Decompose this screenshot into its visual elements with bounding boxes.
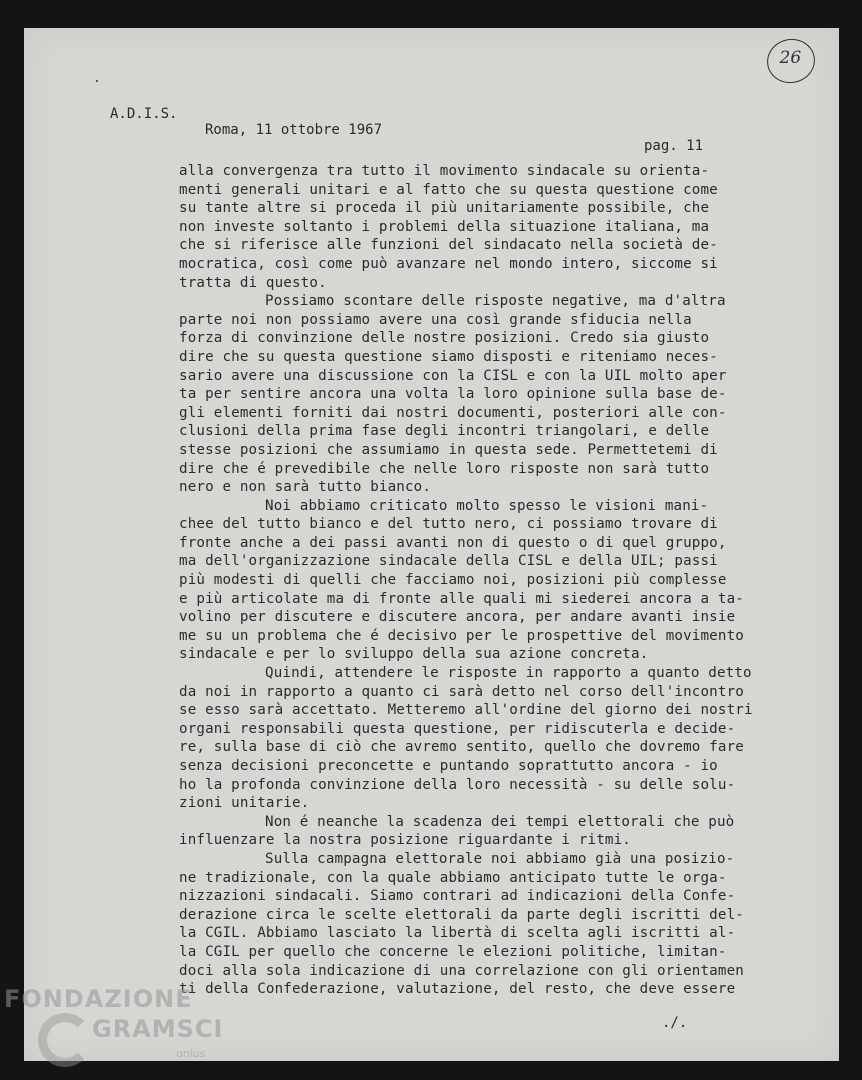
text-line: organi responsabili questa questione, per ridiscuterla e decide- bbox=[179, 720, 736, 737]
text-line: menti generali unitari e al fatto che su questa questione come bbox=[179, 181, 718, 198]
watermark-line1: FONDAZIONE bbox=[4, 985, 193, 1013]
text-line: ne tradizionale, con la quale abbiamo anticipato tutte le orga- bbox=[179, 869, 727, 886]
text-line: clusioni della prima fase degli incontri triangolari, e delle bbox=[179, 423, 710, 440]
text-line: Quindi, attendere le risposte in rapporto a quanto detto bbox=[265, 665, 752, 682]
text-line: e più articolate ma di fronte alle quali mi siederei ancora a ta- bbox=[179, 590, 744, 607]
text-line: ti della Confederazione, valutazione, del resto, che deve essere bbox=[179, 981, 736, 998]
text-line: se esso sarà accettato. Metteremo all'ordine del giorno dei nostri bbox=[179, 702, 753, 719]
text-line: Possiamo scontare delle risposte negative, ma d'altra bbox=[265, 293, 726, 310]
text-line: ta per sentire ancora una volta la loro opinione sulla base de- bbox=[179, 386, 727, 403]
text-line: Non é neanche la scadenza dei tempi elettorali che può bbox=[265, 813, 735, 830]
text-line: mocratica, così come può avanzare nel mondo intero, siccome si bbox=[179, 255, 718, 272]
text-line: volino per discutere e discutere ancora, per andare avanti insie bbox=[179, 609, 736, 626]
text-line: che si riferisce alle funzioni del sindacato nella società de- bbox=[179, 237, 718, 254]
text-line: stesse posizioni che assumiamo in questa sede. Permettetemi di bbox=[179, 441, 718, 458]
text-line: influenzare la nostra posizione riguardante i ritmi. bbox=[179, 832, 631, 849]
text-line: tratta di questo. bbox=[179, 274, 327, 291]
text-line: ma dell'organizzazione sindacale della CISL e della UIL; passi bbox=[179, 553, 718, 570]
text-line: sario avere una discussione con la CISL e con la UIL molto aper bbox=[179, 367, 727, 384]
text-line: la CGIL per quello che concerne le elezioni politiche, limitan- bbox=[179, 943, 727, 960]
text-line: non investe soltanto i problemi della situazione italiana, ma bbox=[179, 218, 710, 235]
text-line: la CGIL. Abbiamo lasciato la libertà di scelta agli iscritti al- bbox=[179, 925, 736, 942]
text-line: doci alla sola indicazione di una correlazione con gli orientamen bbox=[179, 962, 744, 979]
handwritten-page-number: 26 bbox=[763, 34, 819, 87]
text-line: alla convergenza tra tutto il movimento sindacale su orienta- bbox=[179, 163, 710, 179]
text-line: ho la profonda convinzione della loro necessità - su delle solu- bbox=[179, 776, 736, 793]
typewritten-body bbox=[179, 162, 819, 999]
text-line: re, sulla base di ciò che avremo sentito, quello che dovremo fare bbox=[179, 739, 744, 756]
text-line: nero e non sarà tutto bianco. bbox=[179, 479, 432, 496]
text-line: da noi in rapporto a quanto ci sarà detto nel corso dell'incontro bbox=[179, 683, 744, 700]
text-line: parte noi non possiamo avere una così grande sfiducia nella bbox=[179, 311, 692, 328]
text-line: zioni unitarie. bbox=[179, 795, 310, 812]
text-line: sindacale e per lo sviluppo della sua azione concreta. bbox=[179, 646, 649, 663]
text-line: senza decisioni preconcette e puntando soprattutto ancora - io bbox=[179, 758, 718, 774]
letterhead bbox=[110, 90, 719, 170]
header-page: pag. 11 bbox=[644, 138, 704, 154]
text-line: Noi abbiamo criticato molto spesso le visioni mani- bbox=[265, 497, 709, 514]
text-line: gli elementi forniti dai nostri documenti, posteriori alle con- bbox=[179, 404, 727, 421]
watermark-line2: GRAMSCI bbox=[92, 1015, 224, 1043]
watermark-suffix: onlus bbox=[176, 1047, 206, 1060]
header-org: A.D.I.S. bbox=[110, 106, 178, 122]
text-line: fronte anche a dei passi avanti non di questo o di quel gruppo, bbox=[179, 534, 727, 551]
text-line: dire che é prevedibile che nelle loro risposte non sarà tutto bbox=[179, 460, 710, 477]
text-line: su tante altre si proceda il più unitariamente possibile, che bbox=[179, 200, 710, 217]
text-line: Sulla campagna elettorale noi abbiamo già una posizio- bbox=[265, 850, 735, 867]
document-page bbox=[24, 28, 839, 1061]
header-date: Roma, 11 ottobre 1967 bbox=[205, 122, 383, 138]
text-line: forza di convinzione delle nostre posizioni. Credo sia giusto bbox=[179, 330, 710, 347]
text-line: dire che su questa questione siamo disposti e riteniamo neces- bbox=[179, 348, 718, 365]
continuation-mark: ./. bbox=[662, 1015, 688, 1031]
text-line: chee del tutto bianco e del tutto nero, ci possiamo trovare di bbox=[179, 516, 718, 533]
paper-speck bbox=[96, 80, 98, 82]
text-line: nizzazioni sindacali. Siamo contrari ad indicazioni della Confe- bbox=[179, 888, 736, 905]
text-line: derazione circa le scelte elettorali da parte degli iscritti del- bbox=[179, 906, 744, 923]
text-line: me su un problema che é decisivo per le prospettive del movimento bbox=[179, 627, 744, 644]
text-line: più modesti di quelli che facciamo noi, posizioni più complesse bbox=[179, 572, 727, 589]
